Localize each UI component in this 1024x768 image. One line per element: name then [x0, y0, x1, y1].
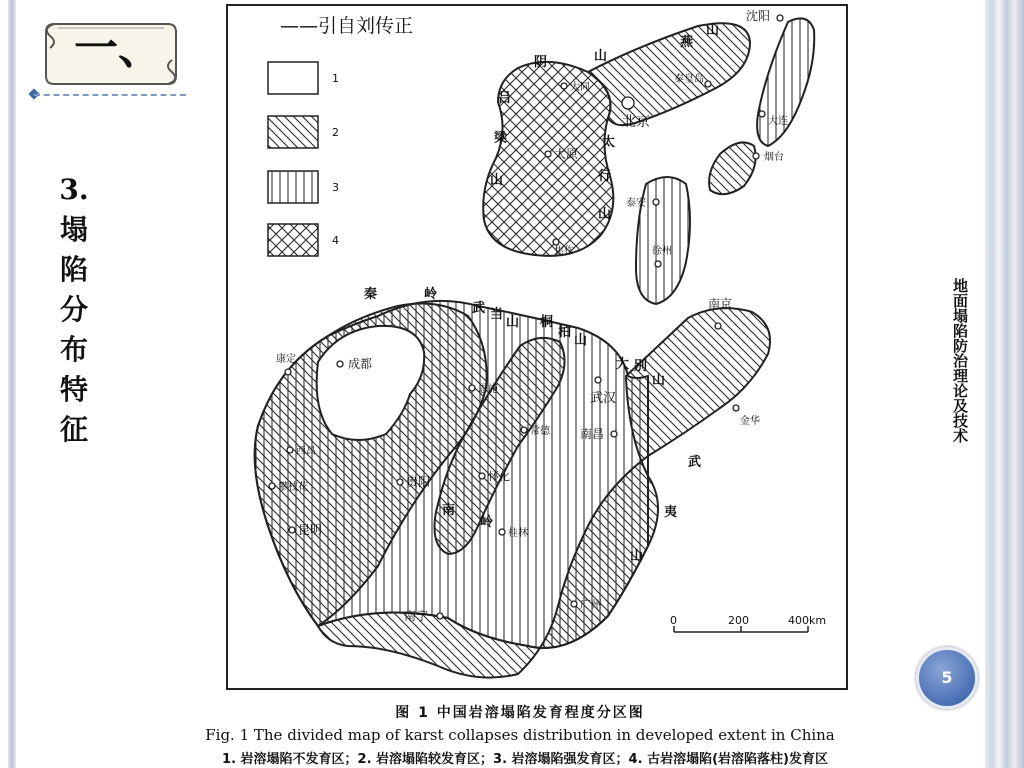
scale-label: 400km — [788, 614, 827, 627]
city-label: 沈阳 — [746, 9, 771, 23]
page-number-badge: 5 — [916, 647, 978, 709]
city-label: 大连 — [768, 116, 788, 127]
scale-bar — [670, 614, 826, 632]
title-char: 分 — [59, 293, 88, 326]
city-label: 桂林 — [508, 528, 528, 539]
legend-swatch-2 — [268, 116, 318, 148]
city-label: 怀化 — [488, 470, 510, 483]
region-hebei-diag — [588, 23, 750, 125]
mountain-char: 大 — [616, 357, 630, 372]
mountain-char: 山 — [574, 333, 588, 348]
title-char: 塌 — [59, 213, 88, 246]
mountain-char: 行 — [598, 169, 612, 184]
city-label: 康定 — [276, 354, 296, 365]
mountain-char: 山 — [652, 373, 666, 388]
city-label: 贵阳 — [406, 475, 431, 489]
mountain-char: 南 — [442, 503, 456, 518]
city-label: 太原 — [554, 147, 579, 161]
title-char: 特 — [59, 373, 88, 406]
city-label: 南昌 — [580, 427, 605, 441]
mountain-char: 山 — [630, 549, 644, 564]
city-label: 昆明 — [298, 523, 323, 537]
region-shandong-diag — [709, 142, 756, 194]
dotted-divider — [34, 94, 186, 96]
title-char: 陷 — [59, 253, 88, 286]
legend-swatch-4 — [268, 224, 318, 256]
city-label: 武汉 — [590, 391, 617, 406]
region-taian-vert — [636, 177, 690, 304]
mountain-char: 夷 — [664, 505, 678, 520]
city-label: 焦作 — [554, 246, 574, 257]
mountain-char: 山 — [594, 49, 608, 64]
legend-number: 2 — [332, 126, 339, 139]
scale-label: 200 — [728, 614, 749, 627]
title-char: 征 — [59, 413, 88, 446]
section-number: 一、 — [74, 23, 162, 74]
city-label: 南京 — [708, 297, 733, 311]
title-char: 3. — [59, 173, 89, 206]
figure-caption-chinese: 图 1 中国岩溶塌陷发育程度分区图 — [395, 705, 645, 721]
city-label: 秦皇岛 — [674, 74, 704, 85]
mountain-char: 武 — [688, 455, 702, 470]
city-label: 广州 — [580, 598, 602, 611]
legend-number: 3 — [332, 181, 339, 194]
scale-label: 0 — [670, 614, 677, 627]
mountain-char: 桐 — [540, 315, 554, 330]
city-label: 攀枝花 — [278, 482, 308, 493]
city-label: 成都 — [348, 357, 373, 371]
mountain-char: 岭 — [480, 515, 494, 530]
city-label: 烟台 — [764, 152, 784, 163]
city-label: 恩施 — [478, 384, 498, 395]
mountain-char: 岭 — [424, 287, 438, 302]
legend-swatch-1 — [268, 62, 318, 94]
city-label: 北京 — [622, 114, 650, 130]
city-label: 南宁 — [404, 609, 429, 623]
mountain-char: 山 — [598, 207, 612, 222]
legend-number: 1 — [332, 72, 339, 85]
mountain-char: 柏 — [558, 325, 572, 340]
city-label: 泰安 — [626, 198, 646, 209]
left-frame-bar — [8, 0, 16, 768]
legend-swatch-3 — [268, 171, 318, 203]
figure-legend-text: 1. 岩溶塌陷不发育区；2. 岩溶塌陷较发育区；3. 岩溶塌陷强发育区；4. 古岩溶塌陷(岩溶陷落柱)发育区 — [222, 752, 828, 767]
city-label: 徐州 — [652, 246, 672, 257]
mountain-char: 吕 — [498, 91, 512, 106]
source-note: ——引自刘传正 — [280, 15, 414, 37]
side-title: 地面塌陷防治理论及技术 — [951, 277, 969, 443]
figure-caption-english: Fig. 1 The divided map of karst collapses distribution in developed extent in China — [205, 726, 835, 744]
vertical-title — [54, 170, 94, 460]
mountain-char: 武 — [472, 301, 486, 316]
mountain-char: 山 — [506, 315, 520, 330]
city-label: 大同 — [570, 82, 590, 93]
karst-map-figure — [226, 4, 848, 690]
mountain-char: 燕 — [680, 35, 694, 50]
mountain-char: 山 — [706, 23, 720, 38]
mountain-char: 梁 — [494, 131, 508, 146]
mountain-char: 别 — [634, 359, 648, 374]
map-svg — [228, 6, 846, 688]
mountain-char: 山 — [490, 173, 504, 188]
mountain-char: 太 — [602, 135, 616, 150]
city-label: 西昌 — [296, 446, 316, 457]
city-label: 金华 — [740, 416, 760, 427]
legend-number: 4 — [332, 234, 339, 247]
mountain-char: 当 — [490, 307, 504, 322]
mountain-char: 阴 — [534, 55, 548, 70]
title-char: 布 — [59, 333, 88, 366]
city-label: 常德 — [530, 426, 550, 437]
mountain-char: 秦 — [364, 287, 378, 302]
right-frame-bar — [985, 0, 1024, 768]
